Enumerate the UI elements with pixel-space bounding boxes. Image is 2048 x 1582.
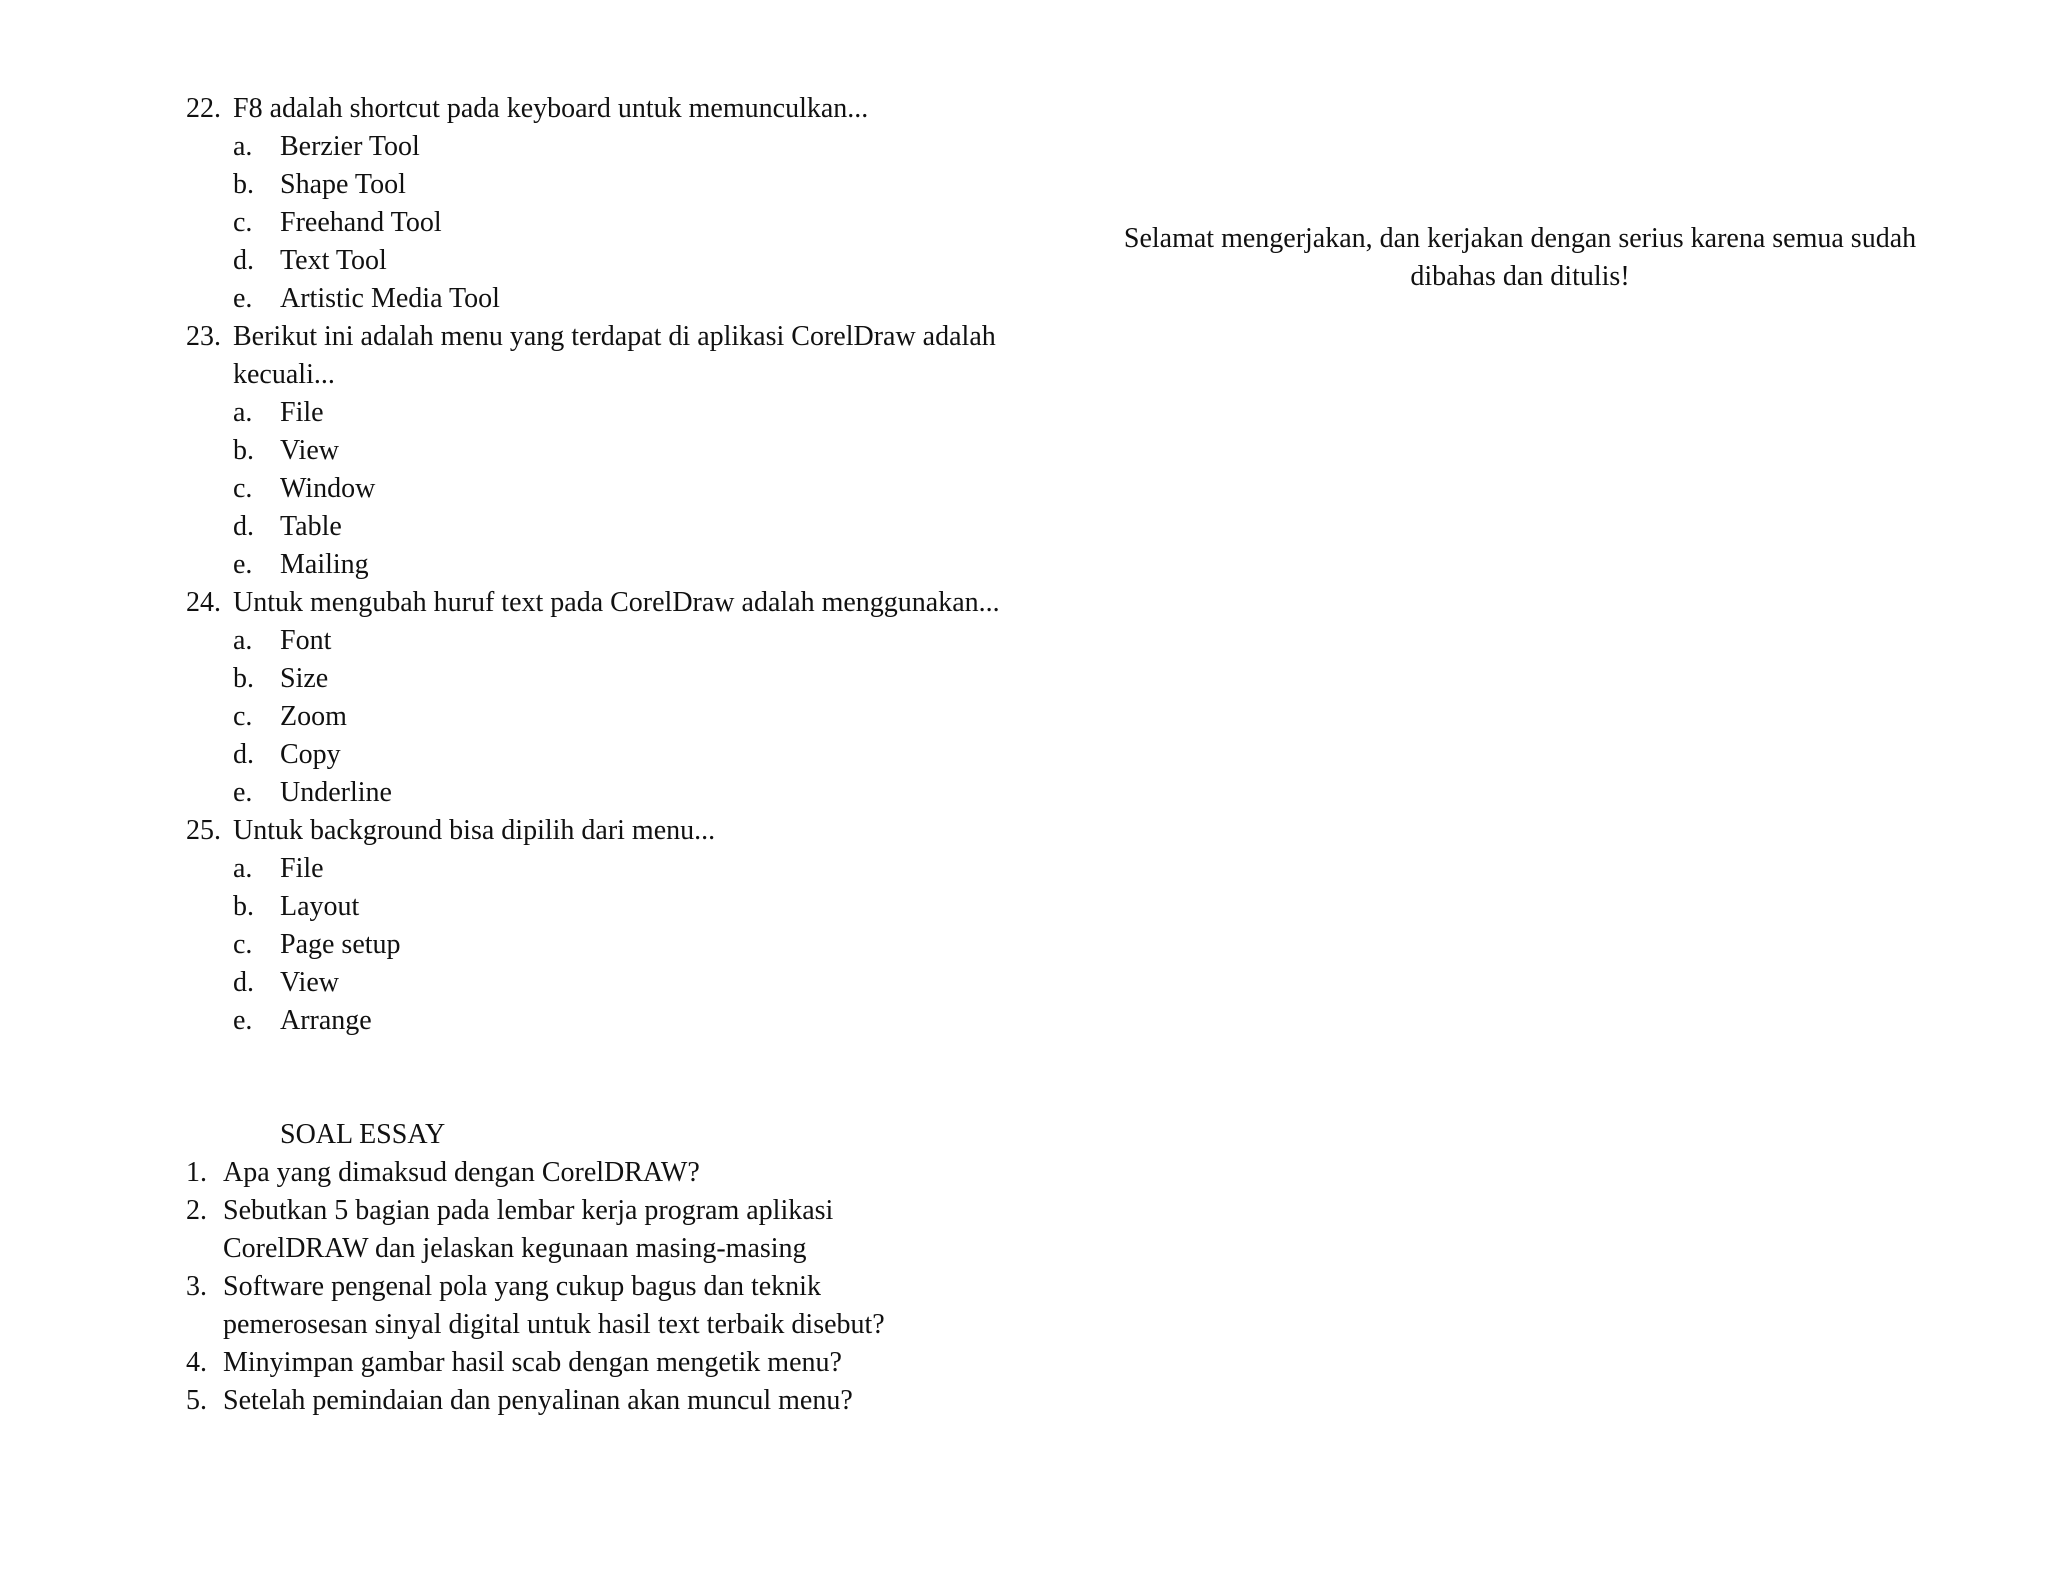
essay-text: Minyimpan gambar hasil scab dengan mengetik menu?	[223, 1347, 842, 1378]
option-letter: e.	[233, 1005, 253, 1036]
question-column	[186, 90, 1086, 1420]
option-d	[186, 242, 1086, 280]
option-text: Arrange	[280, 1005, 372, 1036]
option-e	[186, 1002, 1086, 1040]
question-stem	[186, 318, 1086, 394]
option-c	[186, 470, 1086, 508]
option-b	[186, 888, 1086, 926]
option-text: Mailing	[280, 549, 369, 580]
option-letter: b.	[233, 663, 254, 694]
question-number: 23.	[186, 321, 221, 352]
option-text: Text Tool	[280, 245, 387, 276]
option-text: Shape Tool	[280, 169, 406, 200]
option-text: View	[280, 435, 339, 466]
question-text: F8 adalah shortcut pada keyboard untuk memunculkan...	[233, 93, 869, 124]
option-b	[186, 166, 1086, 204]
option-letter: c.	[233, 929, 253, 960]
option-letter: b.	[233, 891, 254, 922]
essay-number: 1.	[186, 1157, 207, 1188]
essay-text: Sebutkan 5 bagian pada lembar kerja program aplikasi CorelDRAW dan jelaskan kegunaan masing-masing	[223, 1195, 834, 1264]
essay-item	[186, 1154, 1086, 1192]
option-letter: a.	[233, 397, 253, 428]
option-text: Window	[280, 473, 376, 504]
option-letter: a.	[233, 853, 253, 884]
essay-number: 4.	[186, 1347, 207, 1378]
option-e	[186, 280, 1086, 318]
option-b	[186, 660, 1086, 698]
option-text: Copy	[280, 739, 341, 770]
option-c	[186, 698, 1086, 736]
question-stem	[186, 90, 1086, 128]
option-text: Zoom	[280, 701, 347, 732]
option-d	[186, 736, 1086, 774]
essay-item	[186, 1344, 1086, 1382]
option-c	[186, 926, 1086, 964]
question-23	[186, 318, 1086, 584]
question-text: Untuk mengubah huruf text pada CorelDraw adalah menggunakan...	[233, 587, 1000, 618]
essay-text: Setelah pemindaian dan penyalinan akan muncul menu?	[223, 1385, 853, 1416]
option-letter: c.	[233, 473, 253, 504]
option-text: Font	[280, 625, 332, 656]
option-c	[186, 204, 1086, 242]
option-letter: b.	[233, 435, 254, 466]
essay-item	[186, 1192, 1086, 1268]
option-e	[186, 546, 1086, 584]
option-text: Layout	[280, 891, 360, 922]
option-d	[186, 508, 1086, 546]
option-a	[186, 394, 1086, 432]
option-letter: d.	[233, 245, 254, 276]
question-number: 24.	[186, 587, 221, 618]
option-letter: e.	[233, 283, 253, 314]
question-number: 22.	[186, 93, 221, 124]
option-text: Underline	[280, 777, 392, 808]
option-letter: d.	[233, 967, 254, 998]
essay-list	[186, 1154, 1086, 1420]
option-d	[186, 964, 1086, 1002]
essay-number: 5.	[186, 1385, 207, 1416]
option-a	[186, 622, 1086, 660]
option-a	[186, 850, 1086, 888]
question-number: 25.	[186, 815, 221, 846]
question-stem	[186, 812, 1086, 850]
closing-note: Selamat mengerjakan, dan kerjakan dengan serius karena semua sudah dibahas dan ditulis!	[1123, 223, 1917, 292]
option-text: Table	[280, 511, 342, 542]
option-text: Freehand Tool	[280, 207, 442, 238]
option-letter: a.	[233, 131, 253, 162]
question-22	[186, 90, 1086, 318]
essay-number: 3.	[186, 1271, 207, 1302]
option-text: Berzier Tool	[280, 131, 420, 162]
essay-item	[186, 1268, 1086, 1344]
option-text: Size	[280, 663, 329, 694]
option-b	[186, 432, 1086, 470]
option-letter: d.	[233, 739, 254, 770]
essay-item	[186, 1382, 1086, 1420]
option-e	[186, 774, 1086, 812]
question-stem	[186, 584, 1086, 622]
option-letter: e.	[233, 549, 253, 580]
option-text: File	[280, 397, 324, 428]
question-text: Berikut ini adalah menu yang terdapat di aplikasi CorelDraw adalah kecuali...	[233, 321, 996, 390]
option-letter: b.	[233, 169, 254, 200]
question-text: Untuk background bisa dipilih dari menu...	[233, 815, 716, 846]
option-letter: d.	[233, 511, 254, 542]
essay-number: 2.	[186, 1195, 207, 1226]
option-text: File	[280, 853, 324, 884]
option-letter: c.	[233, 207, 253, 238]
question-24	[186, 584, 1086, 812]
option-letter: a.	[233, 625, 253, 656]
question-25	[186, 812, 1086, 1040]
option-text: Page setup	[280, 929, 401, 960]
option-text: Artistic Media Tool	[280, 283, 500, 314]
option-a	[186, 128, 1086, 166]
option-text: View	[280, 967, 339, 998]
essay-text: Apa yang dimaksud dengan CorelDRAW?	[223, 1157, 700, 1188]
option-letter: e.	[233, 777, 253, 808]
essay-section-title: SOAL ESSAY	[280, 1119, 446, 1150]
essay-text: Software pengenal pola yang cukup bagus dan teknik pemerosesan sinyal digital untuk hasil text terbaik disebut?	[223, 1271, 885, 1340]
option-letter: c.	[233, 701, 253, 732]
